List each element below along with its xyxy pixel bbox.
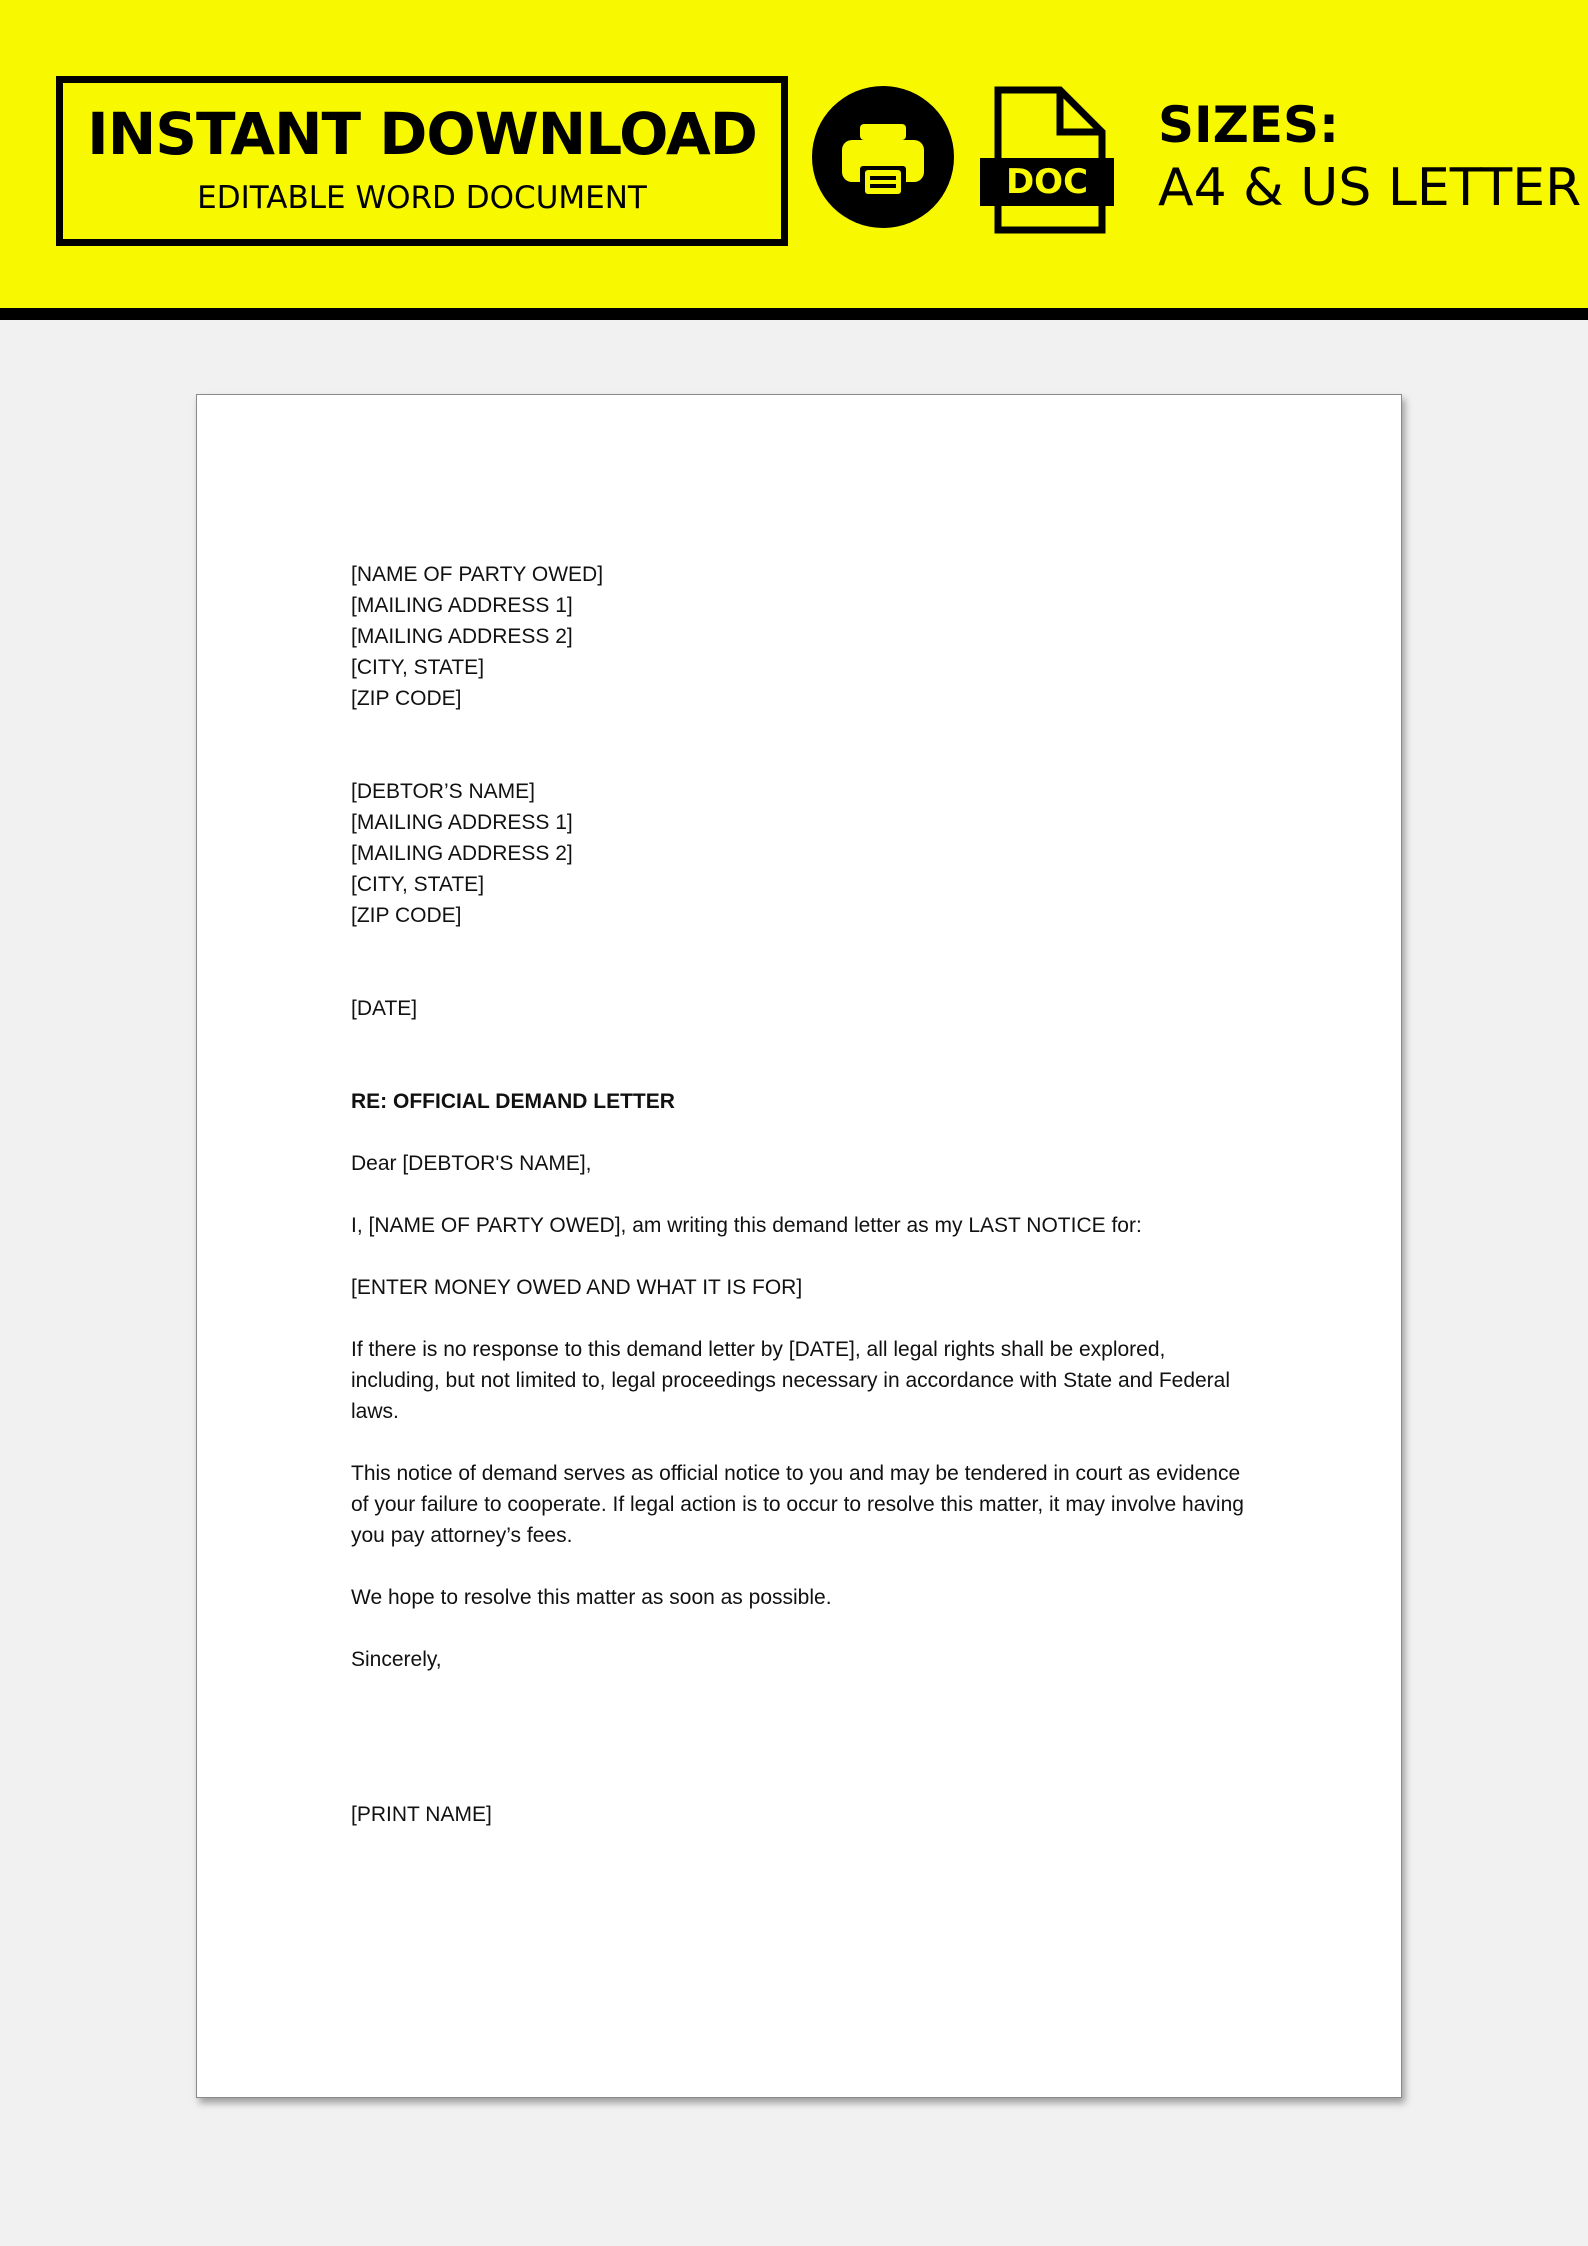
instant-download-box xyxy=(56,76,788,246)
sender-line: [CITY, STATE] xyxy=(351,656,485,679)
body-paragraph: If there is no response to this demand letter by [DATE], all legal rights shall be explored, including, but not limited to, legal proceedings necessary in accordance with State and Federal laws. xyxy=(351,1338,1231,1423)
sender-line: [MAILING ADDRESS 2] xyxy=(351,625,573,648)
editable-word-subtitle: EDITABLE WORD DOCUMENT xyxy=(197,180,647,216)
body-paragraph: We hope to resolve this matter as soon as possible. xyxy=(351,1586,832,1609)
recipient-line: [MAILING ADDRESS 2] xyxy=(351,842,573,865)
recipient-address-block xyxy=(351,776,1251,931)
sender-line: [NAME OF PARTY OWED] xyxy=(351,563,604,586)
recipient-line: [MAILING ADDRESS 1] xyxy=(351,811,573,834)
letter-closing: Sincerely, xyxy=(351,1648,442,1671)
recipient-line: [ZIP CODE] xyxy=(351,904,462,927)
body-paragraph: This notice of demand serves as official notice to you and may be tendered in court as evidence of your failure to cooperate. If legal action is to occur to resolve this matter, it may involve having you pay attorney’s fees. xyxy=(351,1462,1244,1547)
letter-body xyxy=(351,559,1251,1830)
recipient-line: [DEBTOR’S NAME] xyxy=(351,780,535,803)
body-paragraph: [ENTER MONEY OWED AND WHAT IT IS FOR] xyxy=(351,1276,803,1299)
doc-badge-label: DOC xyxy=(1005,162,1089,202)
instant-download-title: INSTANT DOWNLOAD xyxy=(87,100,757,168)
letter-date: [DATE] xyxy=(351,997,418,1020)
sizes-label: SIZES: xyxy=(1158,96,1340,154)
sizes-value: A4 & US LETTER xyxy=(1158,158,1582,218)
letter-subject: RE: OFFICIAL DEMAND LETTER xyxy=(351,1090,675,1113)
document-page xyxy=(196,394,1402,2098)
signature-name: [PRINT NAME] xyxy=(351,1803,492,1826)
printer-icon xyxy=(812,86,954,228)
banner-divider xyxy=(0,308,1588,320)
letter-salutation: Dear [DEBTOR'S NAME], xyxy=(351,1152,592,1175)
promo-banner xyxy=(0,0,1588,308)
doc-file-icon xyxy=(978,86,1116,234)
body-paragraph: I, [NAME OF PARTY OWED], am writing this demand letter as my LAST NOTICE for: xyxy=(351,1214,1142,1237)
sender-line: [ZIP CODE] xyxy=(351,687,462,710)
sender-line: [MAILING ADDRESS 1] xyxy=(351,594,573,617)
sender-address-block xyxy=(351,559,1251,714)
recipient-line: [CITY, STATE] xyxy=(351,873,485,896)
